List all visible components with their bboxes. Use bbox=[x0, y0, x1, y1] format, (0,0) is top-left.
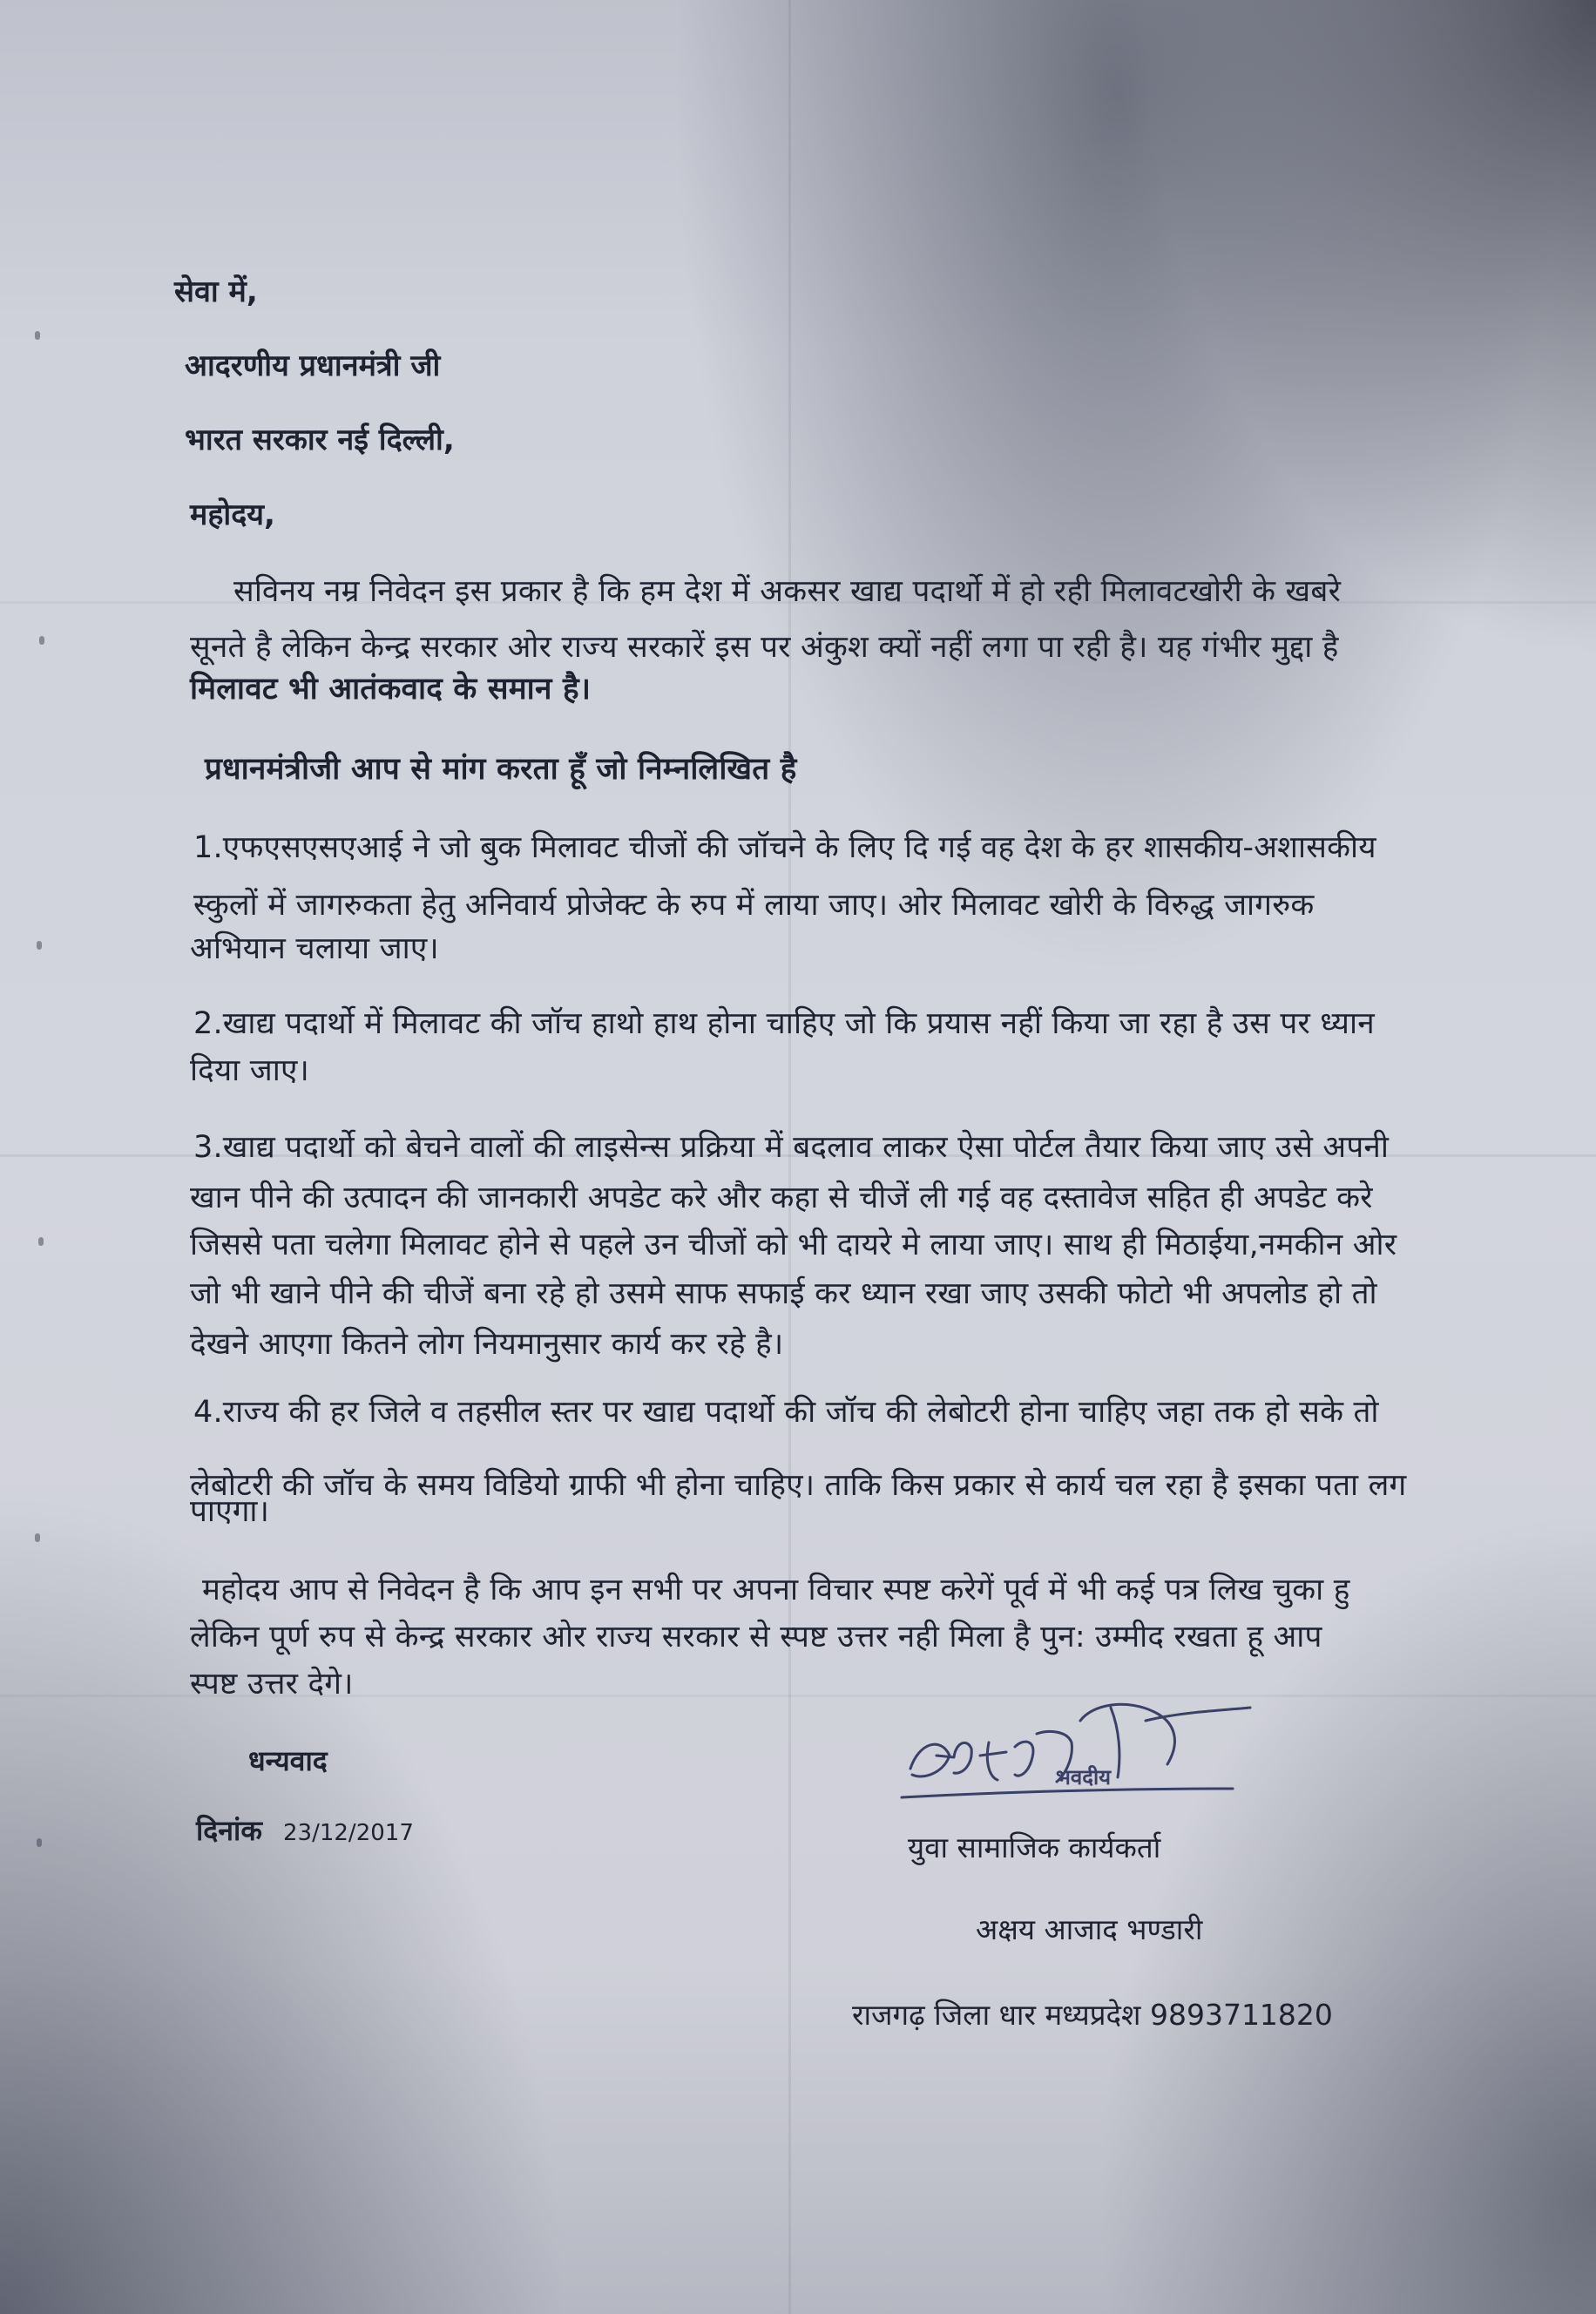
point-2-line: 2.खाद्य पदार्थो में मिलावट की जॉच हाथो हाथ होना चाहिए जो कि प्रयास नहीं किया जा रहा है उस पर ध्यान bbox=[193, 1006, 1375, 1041]
handwritten-signature bbox=[893, 1695, 1259, 1817]
greeting: महोदय, bbox=[190, 497, 275, 532]
punch-mark bbox=[35, 331, 40, 340]
thanks: धन्यवाद bbox=[248, 1744, 328, 1777]
point-4-line: पाएगा। bbox=[190, 1494, 270, 1529]
intro-line: मिलावट भी आतंकवाद के समान है। bbox=[190, 672, 592, 707]
closing-line: स्पष्ट उत्तर देगे। bbox=[190, 1667, 354, 1702]
punch-mark bbox=[37, 941, 42, 950]
punch-mark bbox=[38, 1237, 44, 1246]
point-3-line: 3.खाद्य पदार्थो को बेचने वालों की लाइसेन्स प्रक्रिया में बदलाव लाकर ऐसा पोर्टल तैयार किया जाए उसे अपनी bbox=[193, 1130, 1390, 1165]
signer-name: अक्षय आजाद भण्डारी bbox=[976, 1912, 1203, 1946]
point-2-line: दिया जाए। bbox=[190, 1053, 309, 1088]
point-3-line: खान पीने की उत्पादन की जानकारी अपडेट करे और कहा से चीजें ली गई वह दस्तावेज सहित ही अपडेट करे bbox=[190, 1181, 1373, 1215]
closing-line: महोदय आप से निवेदन है कि आप इन सभी पर अपना विचार स्पष्ट करेगें पूर्व में भी कई पत्र लिख चुका हु bbox=[202, 1573, 1350, 1607]
point-3-line: देखने आएगा कितने लोग नियमानुसार कार्य कर रहे है। bbox=[190, 1327, 784, 1362]
date-label: दिनांक bbox=[196, 1814, 262, 1847]
demand-heading: प्रधानमंत्रीजी आप से मांग करता हूँ जो निम्नलिखित है bbox=[205, 752, 797, 787]
point-3-line: जो भी खाने पीने की चीजें बना रहे हो उसमे साफ सफाई कर ध्यान रखा जाए उसकी फोटो भी अपलोड हो तो bbox=[190, 1276, 1377, 1311]
signature-text: भवदीय bbox=[1056, 1765, 1112, 1790]
punch-mark bbox=[39, 636, 44, 645]
punch-mark bbox=[37, 1838, 42, 1847]
punch-mark bbox=[35, 1533, 40, 1542]
salutation-to: सेवा में, bbox=[174, 274, 258, 309]
closing-line: लेकिन पूर्ण रुप से केन्द्र सरकार ओर राज्य सरकार से स्पष्ट उत्तर नही मिला है पुन: उम्मीद रखता हू आप bbox=[190, 1620, 1322, 1654]
intro-line: सूनते है लेकिन केन्द्र सरकार ओर राज्य सरकारें इस पर अंकुश क्यों नहीं लगा पा रही है। यह गंभीर मुद्दा है bbox=[190, 630, 1339, 665]
point-1-line: 1.एफएसएसएआई ने जो बुक मिलावट चीजों की जॉचने के लिए दि गई वह देश के हर शासकीय-अशासकीय bbox=[193, 830, 1376, 865]
intro-line: सविनय नम्र निवेदन इस प्रकार है कि हम देश में अकसर खाद्य पदार्थो में हो रही मिलावटखोरी के खबरे bbox=[233, 574, 1342, 609]
point-3-line: जिससे पता चलेगा मिलावट होने से पहले उन चीजों को भी दायरे मे लाया जाए। साथ ही मिठाईया,नमकीन ओर bbox=[190, 1228, 1397, 1262]
signer-address: राजगढ़ जिला धार मध्यप्रदेश 9893711820 bbox=[852, 1998, 1333, 2032]
point-4-line: 4.राज्य की हर जिले व तहसील स्तर पर खाद्य पदार्थो की जॉच की लेबोटरी होना चाहिए जहा तक हो सके तो bbox=[193, 1395, 1379, 1430]
addressee: आदरणीय प्रधानमंत्री जी bbox=[185, 348, 441, 383]
point-4-line: लेबोटरी की जॉच के समय विडियो ग्राफी भी होना चाहिए। ताकि किस प्रकार से कार्य चल रहा है इसका पता लग bbox=[190, 1468, 1407, 1503]
addressee-address: भारत सरकार नई दिल्ली, bbox=[185, 423, 455, 457]
signer-title: युवा सामाजिक कार्यकर्ता bbox=[908, 1830, 1161, 1864]
point-1-line: अभियान चलाया जाए। bbox=[190, 931, 439, 966]
point-1-line: स्कुलों में जागरुकता हेतु अनिवार्य प्रोजेक्ट के रुप में लाया जाए। ओर मिलावट खोरी के विरुद्ध जागरुक bbox=[193, 888, 1315, 923]
date-value: 23/12/2017 bbox=[283, 1820, 414, 1846]
